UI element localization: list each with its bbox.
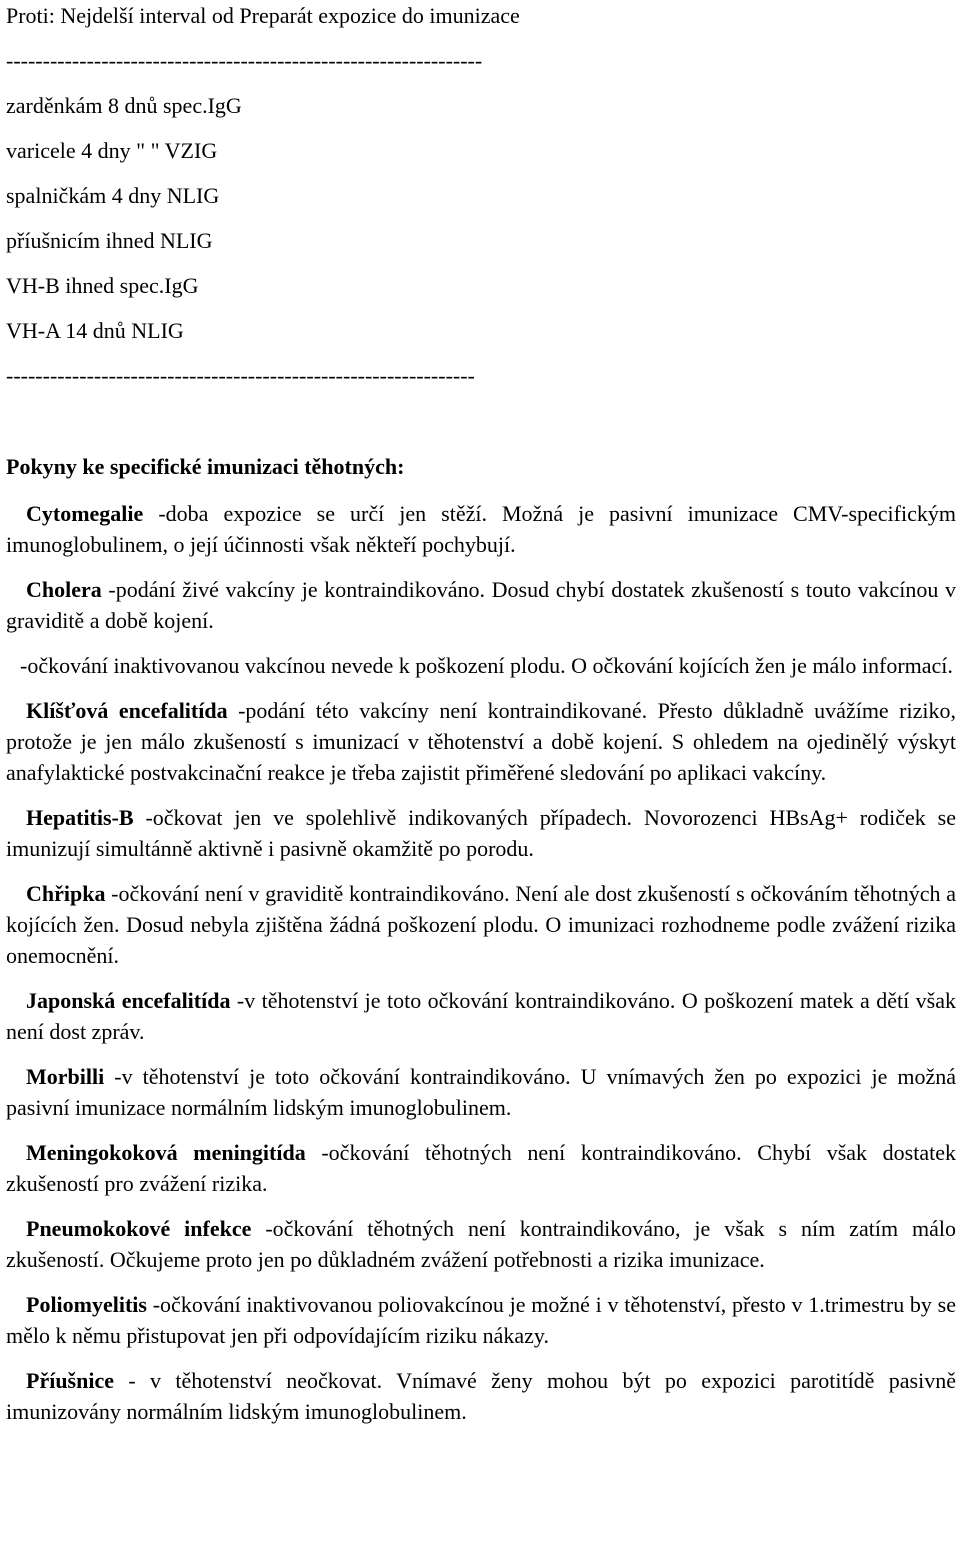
- interval-row: VH-B ihned spec.IgG: [6, 273, 199, 298]
- body: -doba expozice se určí jen stěží. Možná je pasivní imunizace CMV-specifickým imunoglobulinem, o její účinnosti však někteří pochybují.: [6, 501, 956, 557]
- body: -očkování není v graviditě kontraindikováno. Není ale dost zkušeností s očkováním těhotných a kojících žen. Dosud nebyla zjištěna žádná poškození plodu. O imunizaci rozhodneme podle zvážení rizika onemocnění.: [6, 881, 956, 968]
- interval-row: zarděnkám 8 dnů spec.IgG: [6, 93, 242, 118]
- document-page: [6, 0, 957, 1424]
- body: -očkování inaktivovanou vakcínou nevede k poškození plodu. O očkování kojících žen je málo informací.: [20, 653, 953, 678]
- term: Poliomyelitis: [26, 1292, 147, 1317]
- term: Cytomegalie: [26, 501, 144, 526]
- paragraph-cholera: [6, 574, 956, 636]
- body: -očkování těhotných není kontraindikováno. Chybí však dostatek zkušeností pro zvážení rizika.: [6, 1140, 957, 1196]
- paragraph-tick-encephalitis: [6, 695, 956, 788]
- term: Hepatitis-B: [26, 805, 134, 830]
- body: -v těhotenství je toto očkování kontraindikováno. O poškození matek a dětí však není dost zpráv.: [6, 988, 956, 1044]
- paragraph-hepatitis-b: [6, 802, 956, 864]
- term: Meningokoková meningitída: [26, 1140, 306, 1165]
- body: -očkování inaktivovanou poliovakcínou je možné i v těhotenství, přesto v 1.trimestru by se mělo k němu přistupovat jen při odpovídajícím riziku nákazy.: [6, 1292, 956, 1348]
- paragraph-cytomegalie: [6, 498, 956, 560]
- interval-row: příušnicím ihned NLIG: [6, 228, 213, 253]
- body: -podání této vakcíny není kontraindikované. Přesto důkladně uvážíme riziko, protože je jen málo zkušeností s imunizací v těhotenství a době kojení. S ohledem na ojedinělý výskyt anafylaktické postvakcinační reakce je třeba zajistit přiměřené sledování po aplikaci vakcíny.: [6, 698, 956, 785]
- paragraph-morbilli: [6, 1061, 956, 1123]
- term: Morbilli: [26, 1064, 105, 1089]
- body: -očkovat jen ve spolehlivě indikovaných případech. Novorozenci HBsAg+ rodiček se imunizují simultánně aktivně i pasivně okamžitě po porodu.: [6, 805, 956, 861]
- interval-table: [6, 0, 956, 405]
- term: Pneumokokové infekce: [26, 1216, 252, 1241]
- interval-row: VH-A 14 dnů NLIG: [6, 318, 184, 343]
- paragraph-poliomyelitis: [6, 1289, 956, 1351]
- paragraph-influenza: [6, 878, 956, 971]
- paragraph-cholera-inactivated: [6, 650, 956, 681]
- term: Příušnice: [26, 1368, 114, 1393]
- body: - v těhotenství neočkovat. Vnímavé ženy mohou být po expozici parotitídě pasivně imunizovány normálním lidským imunoglobulinem.: [6, 1368, 956, 1424]
- body: -očkování těhotných není kontraindikováno, je však s ním zatím málo zkušeností. Očkujeme proto jen po důkladném zvážení potřebnosti a rizika imunizace.: [6, 1216, 956, 1272]
- term: Cholera: [26, 577, 102, 602]
- paragraph-list: [6, 498, 956, 1427]
- term: Chřipka: [26, 881, 106, 906]
- interval-header: Proti: Nejdelší interval od Preparát expozice do imunizace: [6, 3, 520, 28]
- rule-bottom: ----------------------------------------------------------------: [6, 363, 475, 388]
- body: -podání živé vakcíny je kontraindikováno. Dosud chybí dostatek zkušeností s touto vakcínou v graviditě a době kojení.: [6, 577, 956, 633]
- body: -v těhotenství je toto očkování kontraindikováno. U vnímavých žen po expozici je možná pasivní imunizace normálním lidským imunoglobulinem.: [6, 1064, 956, 1120]
- section-title: Pokyny ke specifické imunizaci těhotných:: [6, 454, 405, 479]
- paragraph-pneumococcal: [6, 1213, 956, 1275]
- interval-row: spalničkám 4 dny NLIG: [6, 183, 220, 208]
- rule-top: -----------------------------------------------------------------: [6, 48, 483, 73]
- paragraph-meningococcal: [6, 1137, 956, 1199]
- paragraph-mumps: [6, 1365, 956, 1427]
- term: Japonská encefalitída: [26, 988, 231, 1013]
- paragraph-japanese-encephalitis: [6, 985, 956, 1047]
- interval-row: varicele 4 dny " " VZIG: [6, 138, 218, 163]
- term: Klíšťová encefalitída: [26, 698, 228, 723]
